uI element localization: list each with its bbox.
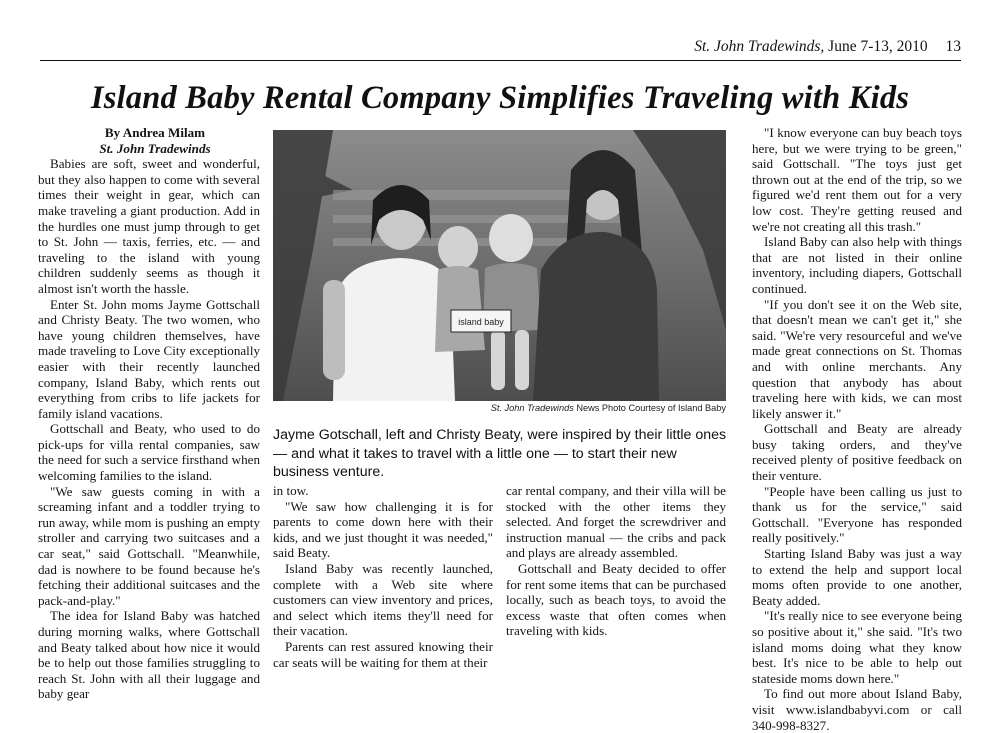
photo-credit: [273, 403, 726, 413]
paragraph: To find out more about Island Baby, visit www.islandbabyvi.com or call 340-998-8327.: [752, 686, 962, 733]
headline: Island Baby Rental Company Simplifies Traveling with Kids: [90, 80, 910, 116]
paragraph: Starting Island Baby was just a way to extend the help and support local moms often provide to one another, Beaty added.: [752, 546, 962, 608]
photo-image: [273, 130, 726, 401]
credit-text: News Photo Courtesy of Island Baby: [576, 403, 726, 413]
paragraph: Gottschall and Beaty decided to offer for rent some items that can be purchased locally, such as beach toys, to avoid the excess waste that often comes when traveling with kids.: [506, 560, 726, 639]
paragraph: car rental company, and their villa will be stocked with the other items they selected. And forget the screwdriver and instruction manual — the cribs and pack and plays are already assembled.: [506, 483, 726, 561]
paragraph: "People have been calling us just to thank us for the service," said Gottschall. "Everyone has responded really positively.": [752, 483, 962, 546]
credit-publication: St. John Tradewinds: [490, 403, 574, 413]
paragraph: Parents can rest assured knowing their car seats will be waiting for them at their: [273, 638, 493, 670]
issue-date: June 7-13, 2010: [828, 38, 928, 55]
paragraph: Island Baby was recently launched, complete with a Web site where customers can view inventory and prices, and select which items they'll need for their vacation.: [273, 560, 493, 639]
page-header: [40, 38, 961, 60]
paragraph: "I know everyone can buy beach toys here, but we were trying to be green," said Gottschall. "The toys just get thrown out at the end of the trip, so we figured we'd rent them out for a very low cost. They're getting reused and we're not creating all this trash.": [752, 125, 962, 234]
byline-publication: St. John Tradewinds: [99, 140, 211, 156]
header-rule: [40, 60, 961, 61]
byline-author: By Andrea Milam: [104, 125, 206, 140]
paragraph: "We saw how challenging it is for parents to come down here with their kids, and we just thought it was needed," said Beaty.: [273, 498, 493, 561]
paragraph: "It's really nice to see everyone being so positive about it," she said. "It's two island moms doing what they know best. It's nice to be able to help out stateside moms down here.": [752, 608, 962, 686]
photo-caption: Jayme Gotschall, left and Christy Beaty, were inspired by their little ones — and what it takes to travel with a little one — to start their new business venture.: [273, 427, 727, 480]
article-column-1: [38, 125, 260, 702]
article-column-2: [273, 483, 493, 670]
paragraph: Gottschall and Beaty are already busy taking orders, and they've received plenty of positive feedback on their venture.: [752, 421, 962, 484]
sign-label: island baby: [458, 317, 504, 327]
paragraph: in tow.: [273, 483, 309, 498]
paragraph: Gottschall and Beaty, who used to do pick-ups for villa rental companies, saw the need for such a service firsthand when welcoming families to the island.: [38, 421, 260, 484]
paragraph: Island Baby can also help with things that are not listed in their online inventory, including diapers, Gottschall continued.: [752, 234, 962, 296]
article-column-3: [506, 483, 726, 644]
paragraph: The idea for Island Baby was hatched during morning walks, where Gottschall and Beaty talked about how nice it would be to help out those families struggling to reach St. John with all their luggage and baby gear: [38, 608, 260, 702]
publication-name: St. John Tradewinds,: [694, 38, 825, 55]
paragraph: "If you don't see it on the Web site, that doesn't mean we can't get it," she said. "We're very resourceful and we've made great connections on St. Thomas and with online merchants. Any question that anybody has about traveling here with kids, we can most likely answer it.": [752, 296, 962, 421]
paragraph: Babies are soft, sweet and wonderful, but they also happen to come with several times their weight in gear, which can make traveling a giant production. Add in the hurdles one must jump through to get to St. John — taxis, ferries, etc. — and traveling to the island with young children suddenly seems as though it almost isn't worth the hassle.: [38, 156, 260, 296]
paragraph: Enter St. John moms Jayme Gottschall and Christy Beaty. The two women, who have young children themselves, have made traveling to Love City exceptionally easier with their recently launched company, Island Baby, which rents out everything from cribs to life jackets for family island vacations.: [38, 296, 260, 421]
news-photo: [273, 130, 726, 401]
article-column-4: [752, 125, 962, 733]
paragraph: "We saw guests coming in with a screaming infant and a toddler trying to run away, while mom is pushing an empty stroller and carrying two suitcases and a car seat," said Gottschall. "Meanwhile, dad is nowhere to be found because he's fetching their additional suitcases and the pack-and-play.": [38, 483, 260, 608]
page-number: 13: [945, 38, 961, 55]
